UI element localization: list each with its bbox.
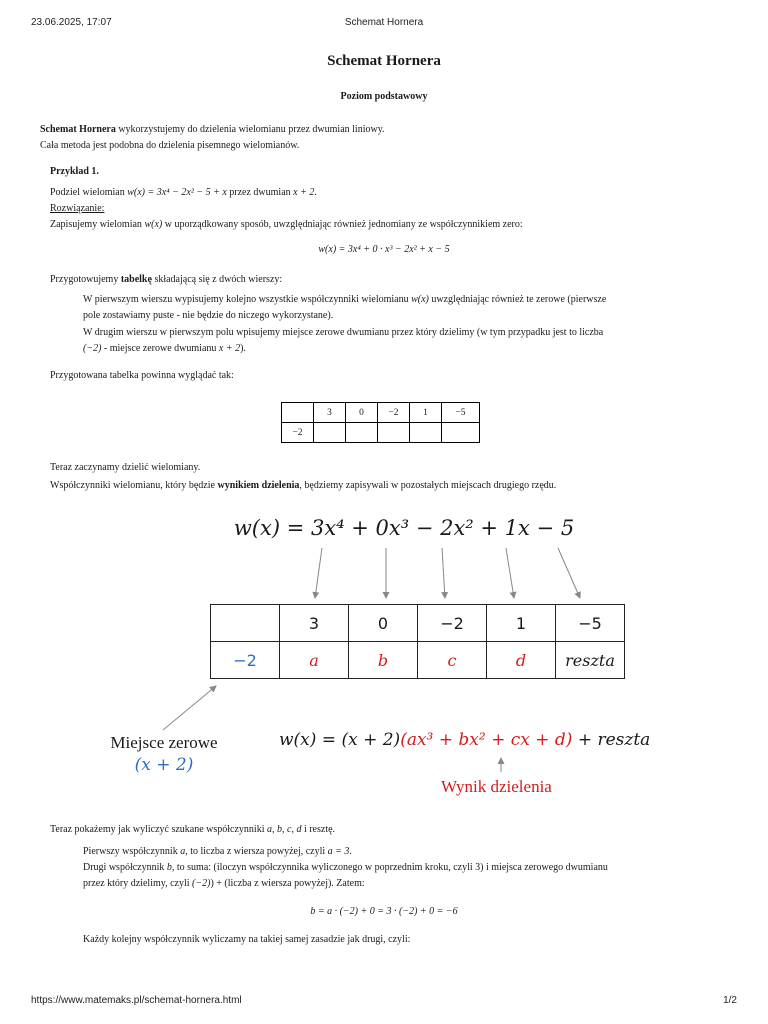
row2-b2: - miejsce zerowe dwumianu <box>101 343 219 354</box>
order-w: w(x) <box>144 219 163 230</box>
arrow-coef-minus5 <box>558 548 580 598</box>
zero-label-text: Miejsce zerowe <box>110 733 218 752</box>
next-coef-line: Każdy kolejny współczynnik wyliczamy na takiej samej zasadzie jak drugi, czyli: <box>83 934 411 945</box>
task-end: . <box>314 187 317 198</box>
task-polynomial: w(x) = 3x⁴ − 2x² − 5 + x <box>127 187 227 198</box>
table-cell: −5 <box>556 605 625 642</box>
calc-intro <box>50 822 335 838</box>
var-cell-b: b <box>349 642 418 679</box>
first-post: , to liczba z wiersza powyżej, czyli <box>185 846 328 857</box>
prep-pre: Przygotowujemy <box>50 274 121 285</box>
table-cell: −2 <box>418 605 487 642</box>
first-eq: a = 3 <box>327 846 350 857</box>
table-cell <box>211 605 280 642</box>
table-intro: Przygotowana tabelka powinna wyglądać tak: <box>50 370 234 381</box>
remainder-cell: reszta <box>556 642 625 679</box>
arrow-zero <box>163 686 216 730</box>
table-cell: 0 <box>349 605 418 642</box>
print-url[interactable]: https://www.matemaks.pl/schemat-hornera.html <box>31 995 242 1006</box>
intro-bold: Schemat Hornera <box>40 124 116 135</box>
print-title: Schemat Hornera <box>344 17 424 28</box>
row1-a: W pierwszym wierszu wypisujemy kolejno wszystkie współczynniki wielomianu <box>83 294 412 305</box>
table-cell: 3 <box>280 605 349 642</box>
eq2-lhs: w(x) = (x + 2) <box>279 730 401 750</box>
table-row <box>211 605 625 642</box>
divide-line: Teraz zaczynamy dzielić wielomiany. <box>50 462 201 473</box>
var-cell-a: a <box>280 642 349 679</box>
table-cell: 1 <box>410 403 442 423</box>
second-coef-line-2 <box>83 876 365 892</box>
first-pre: Pierwszy współczynnik <box>83 846 181 857</box>
figure-equation: w(x) = 3x⁴ + 0x³ − 2x² + 1x − 5 <box>233 516 575 540</box>
zero-cell: −2 <box>211 642 280 679</box>
result-post: , będziemy zapisywali w pozostałych miejscach drugiego rzędu. <box>299 480 557 491</box>
second-b: b <box>166 862 172 873</box>
eq2-quotient: (ax³ + bx² + cx + d) <box>400 730 573 750</box>
arrow-coef-1 <box>506 548 514 598</box>
intro-rest: wykorzystujemy do dzielenia wielomianu przez dwumian liniowy. <box>115 124 385 135</box>
table-cell: 1 <box>487 605 556 642</box>
formula-b: b = a · (−2) + 0 = 3 · (−2) + 0 = −6 <box>310 906 458 917</box>
row1-w: w(x) <box>411 294 429 305</box>
row2-desc-line-1: W drugim wierszu w pierwszym polu wpisujemy miejsce zerowe dwumianu przez który dzielimy (w tym przypadku jest to liczba <box>83 327 604 338</box>
prep-bold: tabelkę <box>120 274 152 285</box>
solution-label: Rozwiązanie: <box>50 203 105 214</box>
table-cell: −5 <box>442 403 480 423</box>
result-bold: wynikiem dzielenia <box>217 480 300 491</box>
calc-post: i resztę. <box>301 824 336 835</box>
task-pre: Podziel wielomian <box>50 187 128 198</box>
row2-b1: (−2) <box>83 343 102 354</box>
table-cell: 0 <box>346 403 378 423</box>
first-coef-line <box>83 844 352 860</box>
row1-b: uwzględniając również te zerowe (pierwsze <box>428 294 607 305</box>
table-cell: 3 <box>314 403 346 423</box>
row1-desc-line-2: pole zostawiamy puste - nie będzie do niczego wykorzystane). <box>83 310 334 321</box>
zero-label-binomial: (x + 2) <box>134 755 194 775</box>
var-cell-c: c <box>418 642 487 679</box>
quotient-label: Wynik dzielenia <box>441 777 552 796</box>
print-page-number: 1/2 <box>723 995 737 1006</box>
var-cell-d: d <box>487 642 556 679</box>
formula-ordered-polynomial: w(x) = 3x⁴ + 0 · x³ − 2x² + x − 5 <box>318 244 450 255</box>
second-line2-m: (−2) <box>192 878 211 889</box>
calc-pre: Teraz pokażemy jak wyliczyć szukane współczynniki <box>50 824 267 835</box>
result-pre: Współczynniki wielomianu, który będzie <box>50 480 218 491</box>
arrow-coef-3 <box>315 548 322 598</box>
figure-result-equation <box>279 730 650 750</box>
table-cell: −2 <box>378 403 410 423</box>
second-line2-pre: przez który dzielimy, czyli <box>83 878 193 889</box>
example-label-text: Przykład 1. <box>50 166 99 177</box>
first-end: . <box>349 846 352 857</box>
order-post: w uporządkowany sposób, uwzględniając również jednomiany ze współczynnikiem zero: <box>162 219 523 230</box>
intro-line-2: Cała metoda jest podobna do dzielenia pisemnego wielomianów. <box>40 140 300 151</box>
second-line2-post: ) + (liczba z wiersza powyżej). Zatem: <box>210 878 365 889</box>
row2-b3: x + 2 <box>218 343 241 354</box>
table-cell: −2 <box>282 423 314 443</box>
second-pre: Drugi współczynnik <box>83 862 167 873</box>
page-title: Schemat Hornera <box>327 53 441 69</box>
second-coef-line-1 <box>83 860 608 876</box>
arrow-coef-minus2 <box>442 548 445 598</box>
first-a: a <box>180 846 186 857</box>
second-post: , to suma: (iloczyn współczynnika wyliczonego w poprzednim kroku, czyli 3) i miejsca zerowego dwumianu <box>171 862 608 873</box>
task-mid: przez dwumian <box>226 187 294 198</box>
eq2-remainder: + reszta <box>572 730 651 750</box>
order-pre: Zapisujemy wielomian <box>50 219 145 230</box>
horner-table-illustrated <box>210 604 625 679</box>
row2-b4: ). <box>240 343 246 354</box>
calc-vars: a, b, c, d <box>267 824 302 835</box>
print-datetime: 23.06.2025, 17:07 <box>31 17 112 28</box>
level-subtitle: Poziom podstawowy <box>340 91 428 102</box>
task-divisor: x + 2 <box>293 187 315 198</box>
prep-post: składającą się z dwóch wierszy: <box>151 274 283 285</box>
table-row <box>211 642 625 679</box>
zero-label <box>90 732 238 776</box>
